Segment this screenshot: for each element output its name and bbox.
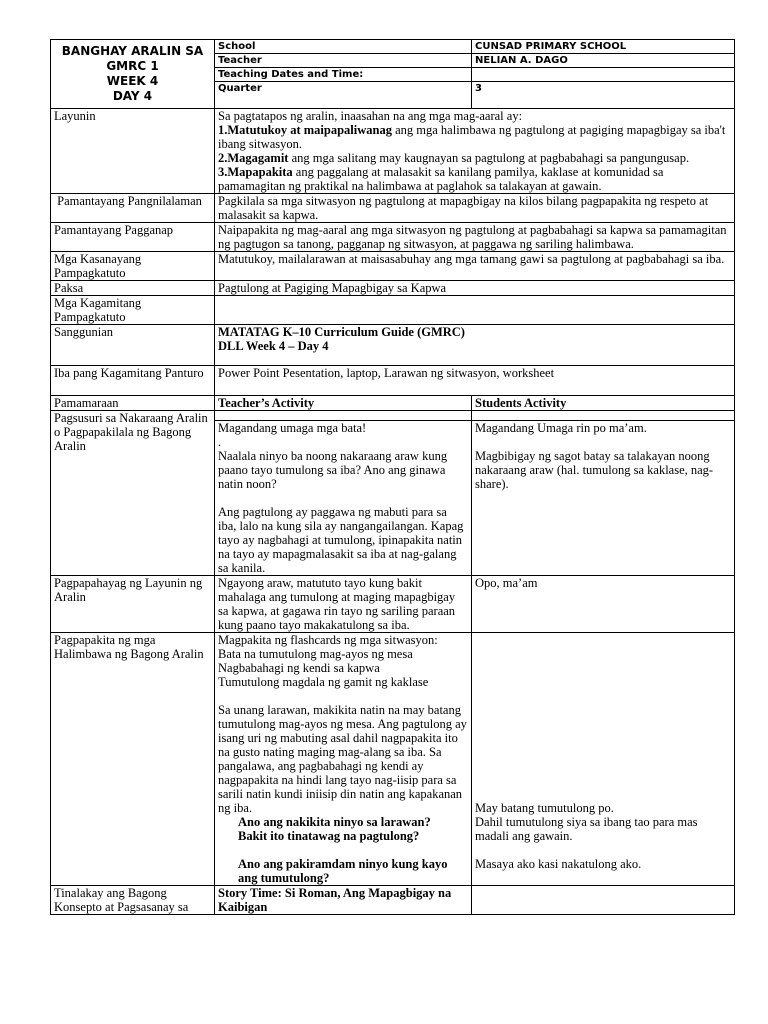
iba-label: Iba pang Kagamitang Panturo [51,366,215,396]
procedure-1-label: Pagsusuri sa Nakaraang Aralin o Pagpapakilala ng Bagong Aralin [51,411,215,576]
kagamitan-value [215,296,735,325]
pagganap-label: Pamantayang Pagganap [51,223,215,252]
dates-label: Teaching Dates and Time: [215,68,472,82]
sanggunian-label: Sanggunian [51,325,215,366]
procedure-2-teacher: Ngayong araw, matututo tayo kung bakit mahalaga ang tumulong at maging mapagbigay sa kapwa, at gagawa rin tayo ng sariling paraan kung paano tayo makakatulong sa iba. [215,576,472,633]
students-activity-header: Students Activity [472,396,735,411]
layunin-intro: Sa pagtatapos ng aralin, inaasahan na ang mga mag-aaral ay: [218,109,523,123]
layunin-content [215,109,735,194]
procedure-2-label: Pagpapahayag ng Layunin ng Aralin [51,576,215,633]
procedure-3-label: Pagpapakita ng mga Halimbawa ng Bagong Aralin [51,633,215,886]
question: Ano ang nakikita ninyo sa larawan? [238,815,431,829]
layunin-item: 1.Matutukoy at maipapaliwanag ang mga halimbawa ng pagtulong at pagiging mapagbigay sa iba't ibang sitwasyon. [218,123,726,151]
paksa-value: Pagtulong at Pagiging Mapagbigay sa Kapwa [215,281,735,296]
kasanayan-label: Mga Kasanayang Pampagkatuto [51,252,215,281]
sanggunian-line: DLL Week 4 – Day 4 [218,339,329,353]
lesson-title [51,40,215,109]
title-line: DAY 4 [112,89,153,103]
question: Bakit ito tinatawag na pagtulong? [238,829,420,843]
title-line: BANGHAY ARALIN SA [61,44,204,58]
lesson-plan-document [50,39,734,915]
procedure-1-teacher: Magandang umaga mga bata! . Naalala ninyo ba noong nakaraang araw kung paano tayo tumulong sa iba? Ano ang ginawa natin noon? Ang pagtulong ay paggawa ng mabuti para sa iba, lalo na kung sila ay nangangailangan. Kapag tayo ay nagbahagi at tumulong, ipinapakita natin na tayo ay mapagmalasakit sa iba at nag-galang sa kanila. [215,421,472,576]
pangnilalaman-label: Pamantayang Pangnilalaman [51,194,215,223]
layunin-label: Layunin [51,109,215,194]
procedure-3-students: May batang tumutulong po. Dahil tumutulong siya sa ibang tao para mas madali ang gawain. Masaya ako kasi nakatulong ako. [472,633,735,886]
lesson-plan-table [50,39,735,915]
teacher-value: NELIAN A. DAGO [472,54,735,68]
teacher-label: Teacher [215,54,472,68]
layunin-item: 2.Magagamit ang mga salitang may kaugnayan sa pagtulong at pagbabahagi sa pangungusap. [218,151,690,165]
title-line: GMRC 1 [106,59,159,73]
iba-value: Power Point Pesentation, laptop, Larawan ng sitwasyon, worksheet [215,366,735,396]
quarter-label: Quarter [215,82,472,109]
kasanayan-value: Matutukoy, mailalarawan at maisasabuhay ang mga tamang gawi sa pagtulong at pagbabahagi sa iba. [215,252,735,281]
pagganap-value: Naipapakita ng mag-aaral ang mga sitwasyon ng pagtulong at pagbabahagi sa kapwa sa pamamagitan ng pagtugon sa tanong, pagganap ng sitwasyon, at paggawa ng sariling halimbawa. [215,223,735,252]
title-line: WEEK 4 [106,74,159,88]
procedure-4-label: Tinalakay ang Bagong Konsepto at Pagsasanay sa [51,886,215,915]
procedure-3-teacher: Magpakita ng flashcards ng mga sitwasyon: Bata na tumutulong mag-ayos ng mesa Nagbabahagi ng kendi sa kapwa Tumutulong magdala ng gamit ng kaklase Sa unang larawan, makikita natin na may batang tumutulong mag-ayos ng mesa. Ang pagtulong ay isang uri ng mabuting asal dahil nagpapakita ito na gusto nating maging mag-alang sa iba. Sa pangalawa, ang pagbabahagi ng kendi ay nagpapakita na hindi lang tayo nag-iisip para sa sarili natin kundi iniisip din natin ang kapakanan ng iba. Ano ang nakikita ninyo sa larawan? Bakit ito tinatawag na pagtulong? Ano ang pakiramdam ninyo kung kayo ang tumutulong? [215,633,472,886]
sanggunian-line: MATATAG K–10 Curriculum Guide (GMRC) [218,325,465,339]
procedure-2-students: Opo, ma’am [472,576,735,633]
teacher-activity-header: Teacher’s Activity [215,396,472,411]
sanggunian-value [215,325,735,366]
layunin-item: 3.Mapapakita ang paggalang at malasakit sa kanilang pamilya, kaklase at komunidad sa pamamagitan ng praktikal na halimbawa at paglahok sa talakayan at gawain. [218,165,664,193]
procedure-4-teacher: Story Time: Si Roman, Ang Mapagbigay na Kaibigan [215,886,472,915]
pangnilalaman-value: Pagkilala sa mga sitwasyon ng pagtulong at mapagbigay na kilos bilang pagpapakita ng respeto at malasakit sa kapwa. [215,194,735,223]
procedure-4-students [472,886,735,915]
dates-value [472,68,735,82]
quarter-value: 3 [472,82,735,109]
pamamaraan-label: Pamamaraan [51,396,215,411]
school-value: CUNSAD PRIMARY SCHOOL [472,40,735,54]
procedure-1-students: Magandang Umaga rin po ma’am. Magbibigay ng sagot batay sa talakayan noong nakaraang araw (hal. tumulong sa kaklase, nag-share). [472,421,735,576]
paksa-label: Paksa [51,281,215,296]
school-label: School [215,40,472,54]
kagamitan-label: Mga Kagamitang Pampagkatuto [51,296,215,325]
question: Ano ang pakiramdam ninyo kung kayo ang tumutulong? [238,857,448,885]
